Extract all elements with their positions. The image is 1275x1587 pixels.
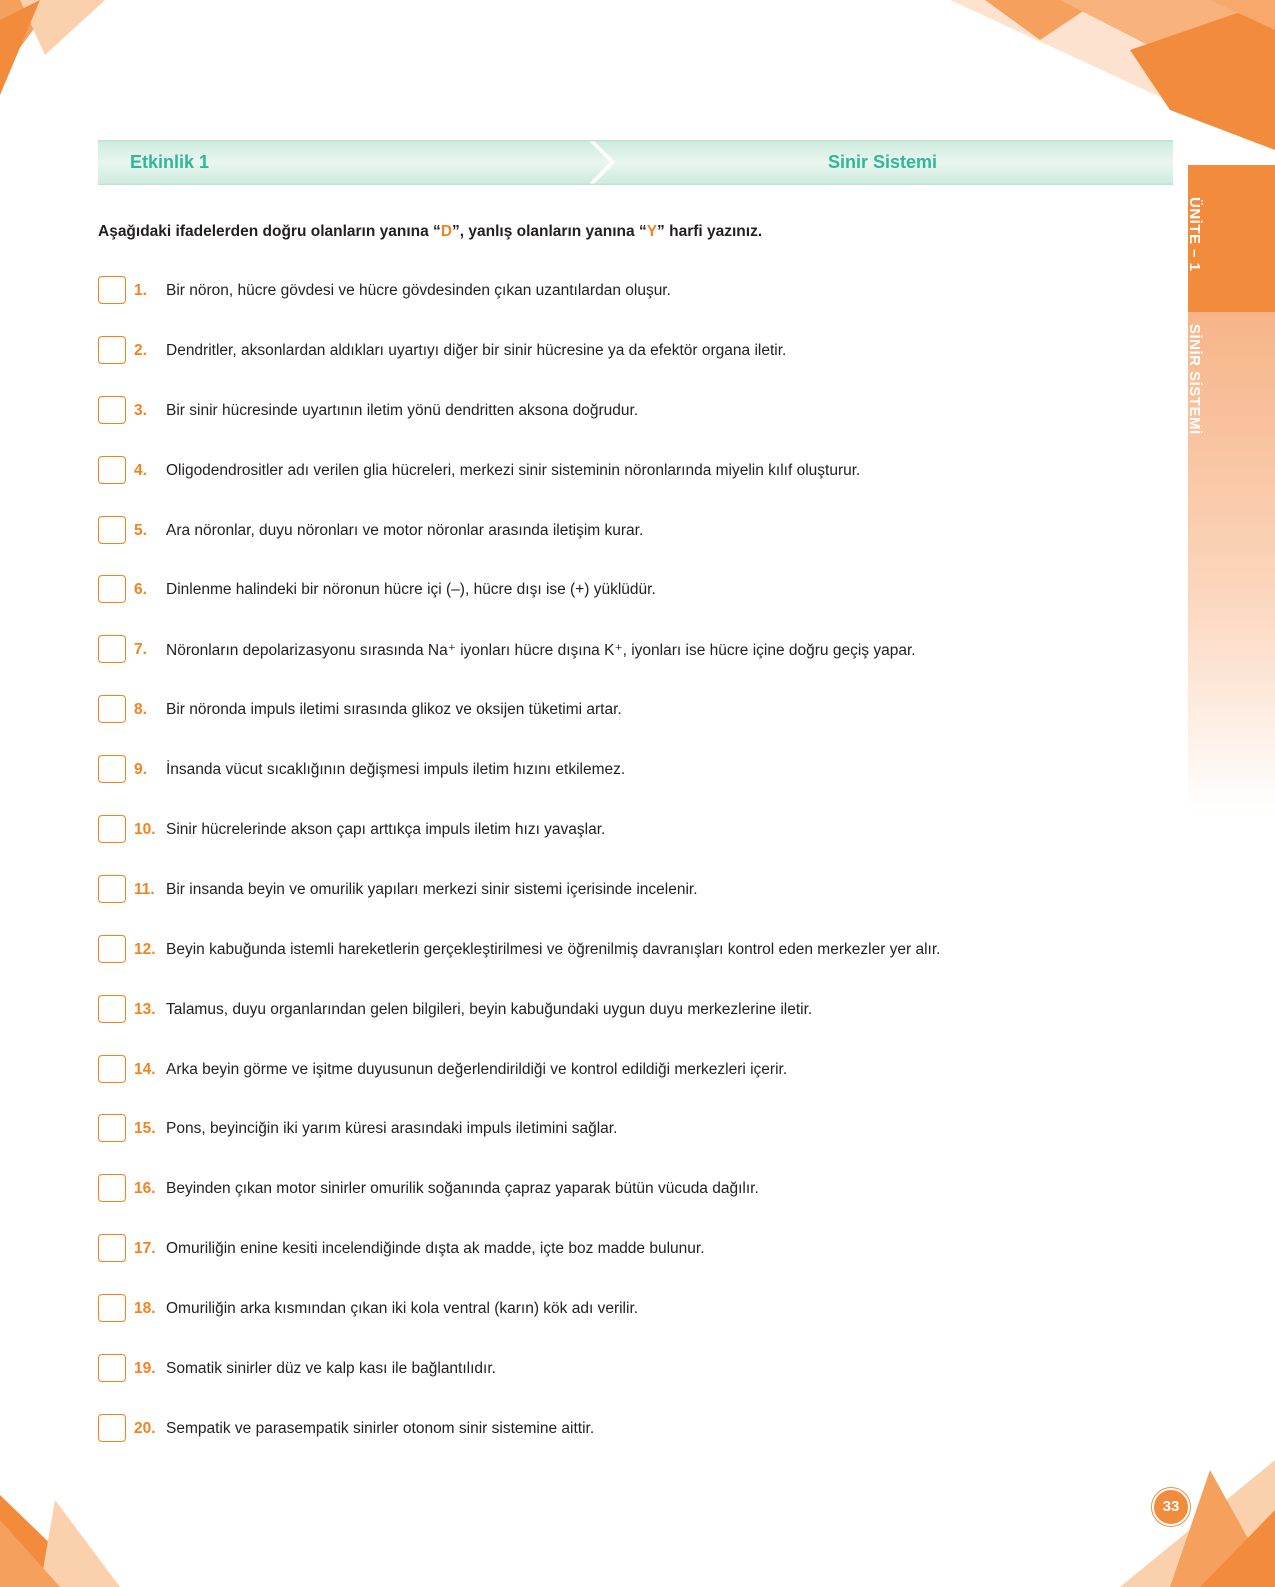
answer-box[interactable] (98, 1414, 126, 1442)
answer-box[interactable] (98, 1354, 126, 1382)
item-number: 15. (134, 1120, 156, 1138)
item-text: Pons, beyinciğin iki yarım küresi arasındaki impuls iletimini sağlar. (166, 1120, 618, 1138)
item-number: 13. (134, 1000, 156, 1018)
item-text: Bir insanda beyin ve omurilik yapıları merkezi sinir sistemi içerisinde incelenir. (166, 880, 698, 898)
statement-list (98, 276, 1178, 1474)
item-number: 11. (134, 880, 155, 898)
item-text: Sinir hücrelerinde akson çapı arttıkça impuls iletim hızı yavaşlar. (166, 821, 606, 839)
topic-side-tab (1188, 312, 1275, 812)
true-letter: D (440, 223, 453, 240)
list-item (98, 575, 1178, 635)
item-text: Oligodendrositler adı verilen glia hücreleri, merkezi sinir sisteminin nöronlarında miyelin kılıf oluşturur. (166, 461, 861, 479)
item-text: Sempatik ve parasempatik sinirler otonom sinir sistemine aittir. (166, 1419, 595, 1437)
answer-box[interactable] (98, 456, 126, 484)
item-text: Bir sinir hücresinde uyartının iletim yönü dendritten aksona doğrudur. (166, 401, 639, 419)
item-text: Omuriliğin arka kısmından çıkan iki kola ventral (karın) kök adı verilir. (166, 1300, 639, 1318)
item-text: Ara nöronlar, duyu nöronları ve motor nöronlar arasında iletişim kurar. (166, 521, 644, 539)
answer-box[interactable] (98, 575, 126, 603)
answer-box[interactable] (98, 755, 126, 783)
answer-box[interactable] (98, 1234, 126, 1262)
item-number: 2. (134, 341, 147, 359)
topic-title: Sinir Sistemi (828, 152, 938, 172)
item-number: 8. (134, 701, 147, 719)
answer-box[interactable] (98, 1174, 126, 1202)
answer-box[interactable] (98, 336, 126, 364)
answer-box[interactable] (98, 396, 126, 424)
answer-box[interactable] (98, 1294, 126, 1322)
item-text: Bir nöronda impuls iletimi sırasında glikoz ve oksijen tüketimi artar. (166, 701, 622, 719)
list-item (98, 336, 1178, 396)
list-item (98, 935, 1178, 995)
page-number: 33 (1152, 1488, 1190, 1526)
answer-box[interactable] (98, 635, 126, 663)
side-topic-label: SİNİR SİSTEMİ (1186, 324, 1203, 435)
answer-box[interactable] (98, 935, 126, 963)
item-text: Dendritler, aksonlardan aldıkları uyartıyı diğer bir sinir hücresine ya da efektör organa iletir. (166, 341, 787, 359)
list-item (98, 276, 1178, 336)
answer-box[interactable] (98, 1114, 126, 1142)
answer-box[interactable] (98, 516, 126, 544)
list-item (98, 1234, 1178, 1294)
item-number: 4. (134, 461, 147, 479)
list-item (98, 396, 1178, 456)
item-number: 17. (134, 1240, 156, 1258)
item-number: 7. (134, 641, 147, 659)
item-number: 9. (134, 761, 147, 779)
instruction-text (98, 223, 762, 241)
list-item (98, 815, 1178, 875)
list-item (98, 1414, 1178, 1474)
item-text: Nöronların depolarizasyonu sırasında Na⁺ iyonları hücre dışına K⁺, iyonları ise hücre içine doğru geçiş yapar. (166, 642, 916, 660)
list-item (98, 695, 1178, 755)
item-number: 19. (134, 1360, 156, 1378)
unit-side-tab (1188, 165, 1275, 312)
item-text: Somatik sinirler düz ve kalp kası ile bağlantılıdır. (166, 1360, 496, 1378)
item-text: İnsanda vücut sıcaklığının değişmesi impuls iletim hızını etkilemez. (166, 761, 626, 779)
list-item (98, 875, 1178, 935)
list-item (98, 516, 1178, 576)
item-number: 18. (134, 1300, 156, 1318)
item-text: Bir nöron, hücre gövdesi ve hücre gövdesinden çıkan uzantılardan oluşur. (166, 282, 671, 299)
instruction-part2: ”, yanlış olanların yanına “ (452, 223, 647, 240)
item-number: 12. (134, 940, 156, 958)
list-item (98, 755, 1178, 815)
false-letter: Y (646, 223, 658, 240)
item-number: 20. (134, 1419, 156, 1437)
item-number: 14. (134, 1060, 156, 1078)
item-number: 3. (134, 401, 147, 419)
item-text: Omuriliğin enine kesiti incelendiğinde dışta ak madde, içte boz madde bulunur. (166, 1240, 705, 1258)
list-item (98, 995, 1178, 1055)
item-number: 10. (134, 821, 156, 839)
answer-box[interactable] (98, 875, 126, 903)
item-text: Beyinden çıkan motor sinirler omurilik soğanında çapraz yaparak bütün vücuda dağılır. (166, 1180, 759, 1198)
list-item (98, 1114, 1178, 1174)
answer-box[interactable] (98, 815, 126, 843)
item-text: Beyin kabuğunda istemli hareketlerin gerçekleştirilmesi ve öğrenilmiş davranışları kontrol eden merkezler yer alır. (166, 940, 941, 958)
list-item (98, 456, 1178, 516)
activity-header-bar (98, 140, 1173, 185)
item-number: 6. (134, 581, 147, 599)
activity-label: Etkinlik 1 (130, 152, 210, 172)
answer-box[interactable] (98, 995, 126, 1023)
answer-box[interactable] (98, 1055, 126, 1083)
answer-box[interactable] (98, 276, 126, 304)
answer-box[interactable] (98, 695, 126, 723)
item-number: 5. (134, 521, 147, 539)
instruction-part3: ” harfi yazınız. (657, 223, 763, 240)
list-item (98, 635, 1178, 695)
unit-label: ÜNİTE – 1 (1186, 197, 1203, 272)
item-number: 1. (134, 282, 147, 299)
item-text: Arka beyin görme ve işitme duyusunun değerlendirildiği ve kontrol edildiği merkezleri içerir. (166, 1060, 788, 1078)
list-item (98, 1055, 1178, 1115)
item-text: Dinlenme halindeki bir nöronun hücre içi (–), hücre dışı ise (+) yüklüdür. (166, 581, 656, 599)
list-item (98, 1174, 1178, 1234)
item-number: 16. (134, 1180, 156, 1198)
list-item (98, 1354, 1178, 1414)
item-text: Talamus, duyu organlarından gelen bilgileri, beyin kabuğundaki uygun duyu merkezlerine iletir. (166, 1000, 813, 1018)
instruction-part1: Aşağıdaki ifadelerden doğru olanların yanına “ (98, 223, 441, 240)
list-item (98, 1294, 1178, 1354)
